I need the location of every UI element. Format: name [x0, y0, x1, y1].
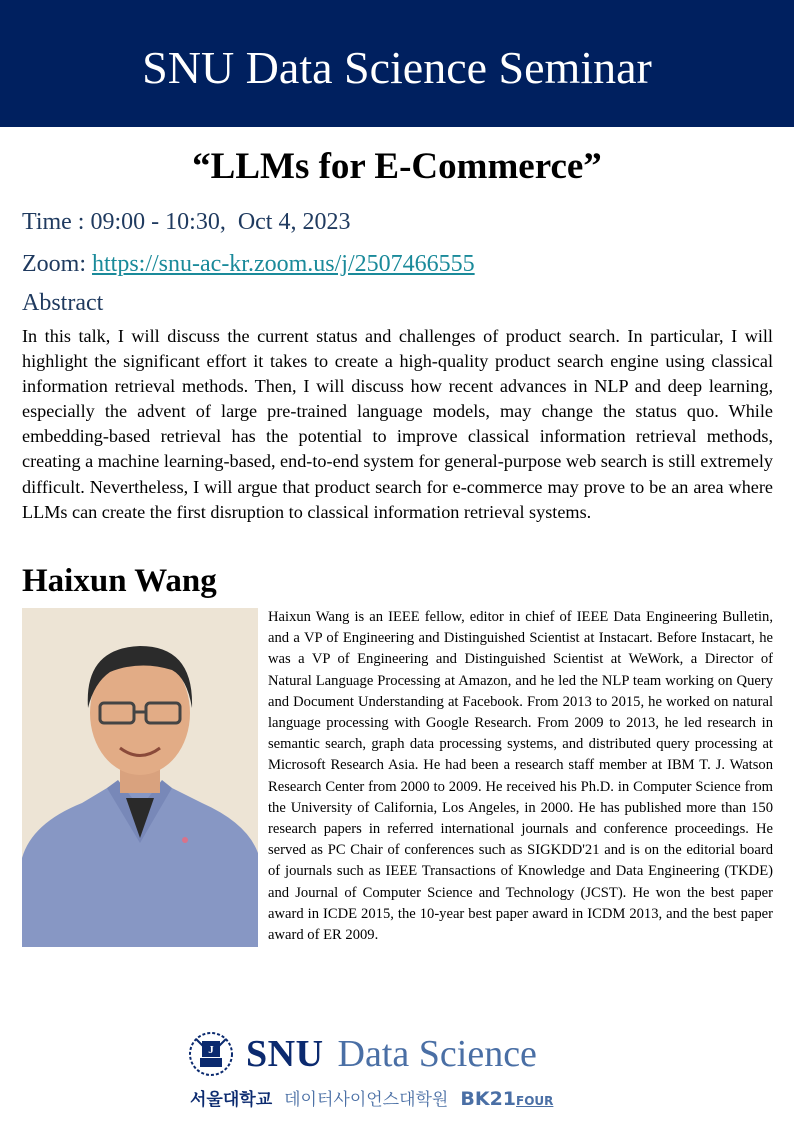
abstract-body: In this talk, I will discuss the current status and challenges of product search. In particular, I will highlight the significant effort it takes to create a high-quality product search engine using classical information retrieval methods. Then, I will discuss how recent advances in NLP and deep learning, especially the advent of large pre-trained language models, may change the status quo. While embedding-based retrieval has the potential to improve classical information retrieval methods, creating a machine learning-based, end-to-end system for general-purpose web search is still extremely difficult. Nevertheless, I will argue that product search for e-commerce may prove to be an area where LLMs can create the first disruption to classical information retrieval systems.	[22, 326, 773, 522]
four-label: FOUR	[516, 1094, 554, 1108]
svg-text:J: J	[208, 1044, 214, 1056]
speaker-photo	[22, 608, 258, 947]
time-label: Time :	[22, 209, 91, 235]
logo-data-science-text: Data Science	[337, 1033, 537, 1075]
zoom-line	[22, 251, 475, 278]
talk-title: “LLMs for E-Commerce”	[192, 146, 602, 187]
abstract-heading: Abstract	[22, 290, 104, 316]
zoom-label: Zoom:	[22, 251, 92, 277]
seminar-title: SNU Data Science Seminar	[142, 42, 652, 93]
speaker-bio: Haixun Wang is an IEEE fellow, editor in chief of IEEE Data Engineering Bulletin, and a VP of Engineering and Distinguished Scientist at Instacart. Before Instacart, he was a VP of Engineering and Distinguished Scientist at WeWork, a Director of Natural Language Processing at Amazon, and he led the NLP team working on Query and Document Understanding at Facebook. From 2013 to 2015, he worked on natural language processing with Google Research. From 2009 to 2013, he led research in semantic search, graph data processing systems, and distributed query processing at Microsoft Research Asia. He had been a research staff member at IBM T. J. Watson Research Center from 2000 to 2009. He received his Ph.D. in Computer Science from the University of California, Los Angeles, in 2000. He has published more than 150 research papers in referred international journals and conference proceedings. He served as PC Chair of conferences such as SIGKDD'21 and is on the editorial board of journals such as IEEE Transactions of Knowledge and Data Engineering (TKDE) and Journal of Computer Science and Technology (JCST). He won the best paper award in ICDE 2015, the 10-year best paper award in ICDM 2013, and the best paper award of ER 2009.	[268, 609, 773, 944]
logo-snu-text: SNU	[246, 1033, 324, 1075]
snu-korean-name: 서울대학교	[190, 1090, 273, 1110]
header-banner	[0, 0, 794, 127]
snu-seal-icon	[188, 1031, 234, 1077]
gsds-korean-name: 데이터사이언스대학원	[284, 1090, 449, 1110]
footer-subtitle	[190, 1085, 553, 1110]
snu-data-science-logo	[188, 1031, 537, 1077]
speaker-name: Haixun Wang	[22, 563, 217, 599]
bk21-label: BK21	[460, 1088, 517, 1110]
zoom-link[interactable]: https://snu-ac-kr.zoom.us/j/2507466555	[92, 251, 475, 277]
time-line	[22, 209, 350, 236]
portrait-illustration	[22, 608, 258, 947]
time-value: 09:00 - 10:30, Oct 4, 2023	[90, 209, 351, 235]
